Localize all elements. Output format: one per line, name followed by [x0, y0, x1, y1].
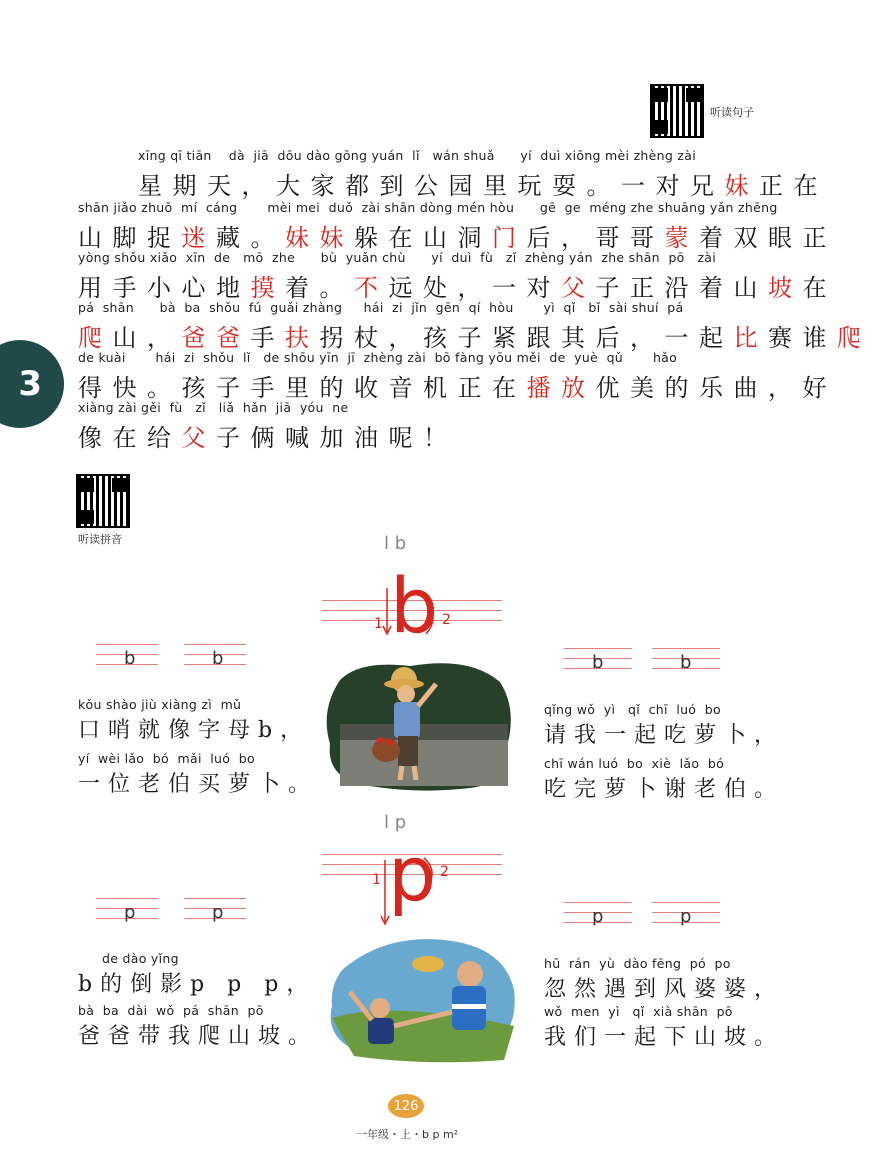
- story-hanzi: 用手小心地摸着。不远处，一对父子正沿着山坡在: [78, 274, 837, 302]
- stroke-number-2: 2: [440, 864, 449, 880]
- stroke-number-1: 1: [374, 616, 383, 632]
- rhyme-pinyin: hū rán yù dào fēng pó po: [544, 956, 731, 971]
- rhyme-hanzi: 一位老伯买萝卜。: [78, 772, 319, 797]
- rhyme-hanzi: 我们一起下山坡。: [544, 1025, 785, 1050]
- story-hanzi: 爬山，爸爸手扶拐杖，孩子紧跟其后，一起比赛谁爬: [78, 324, 872, 352]
- letter-b-large: b: [390, 561, 439, 650]
- story-pinyin: xīng qī tiān dà jiā dōu dào gōng yuán lǐ wán shuǎ yí duì xiōng mèi zhèng zài: [138, 148, 696, 163]
- chapter-badge: 3: [0, 340, 64, 428]
- illustration-old-man-with-basket: [320, 660, 516, 792]
- practice-letter: b: [124, 648, 136, 669]
- rhyme-hanzi: 忽然遇到风婆婆，: [544, 977, 785, 1002]
- rhyme-pinyin: bà ba dài wǒ pá shān pō: [78, 1003, 264, 1018]
- rhyme-hanzi: 吃完萝卜谢老伯。: [544, 777, 785, 802]
- qr-code-listen-sentences[interactable]: [652, 86, 702, 136]
- rhyme-hanzi: 请我一起吃萝卜，: [544, 723, 785, 748]
- stroke-order-arrows-b: [380, 580, 450, 640]
- qr-caption-top: 听读句子: [710, 106, 754, 119]
- practice-letter: b: [212, 648, 224, 669]
- story-hanzi: 像在给父子俩喊加油呢！: [78, 424, 458, 452]
- rhyme-pinyin: qǐng wǒ yì qǐ chī luó bo: [544, 702, 721, 717]
- page-number: 126: [388, 1094, 424, 1118]
- letter-p-large: p: [388, 829, 437, 918]
- story-hanzi: 得快。孩子手里的收音机正在播放优美的乐曲，好: [78, 374, 837, 402]
- illustration-father-and-child-hill: [324, 930, 520, 1064]
- rhyme-pinyin: chī wán luó bo xiè lǎo bó: [544, 756, 725, 771]
- practice-letter: p: [212, 902, 224, 923]
- letter-p-heading: l p: [384, 812, 407, 833]
- rhyme-hanzi: b的倒影p p p，: [78, 972, 317, 997]
- stroke-number-2: 2: [442, 612, 451, 628]
- practice-letter: b: [592, 652, 604, 673]
- stroke-order-arrows-p: [378, 852, 448, 928]
- practice-letter: p: [592, 906, 604, 927]
- rhyme-pinyin: wǒ men yì qǐ xià shān pō: [544, 1004, 733, 1019]
- story-pinyin: xiàng zài gěi fù zǐ liǎ hǎn jiā yóu ne: [78, 400, 349, 415]
- rhyme-pinyin: de dào yǐng: [102, 951, 179, 966]
- story-pinyin: de kuài hái zi shǒu lǐ de shōu yīn jī zhèng zài bō fàng yōu měi de yuè qǔ hǎo: [78, 350, 678, 365]
- rhyme-hanzi: 爸爸带我爬山坡。: [78, 1024, 319, 1049]
- qr-code-listen-pinyin[interactable]: [78, 476, 128, 526]
- practice-letter: p: [680, 906, 692, 927]
- rhyme-hanzi: 口哨就像字母b，: [78, 718, 311, 743]
- footer-text: 一年级・上・b p m²: [356, 1128, 459, 1141]
- qr-caption-bottom: 听读拼音: [78, 533, 122, 546]
- story-pinyin: yòng shǒu xiǎo xīn de mō zhe bù yuǎn chù yí duì fù zǐ zhèng yán zhe shān pō zài: [78, 250, 717, 265]
- practice-letter: p: [124, 902, 136, 923]
- letter-b-heading: l b: [384, 533, 407, 554]
- story-hanzi: 山脚捉迷藏。妹妹躲在山洞门后，哥哥蒙着双眼正: [78, 224, 837, 252]
- story-hanzi: 星期天，大家都到公园里玩耍。一对兄妹正在: [138, 172, 828, 200]
- rhyme-pinyin: kǒu shào jiù xiàng zì mǔ: [78, 697, 242, 712]
- story-pinyin: pá shān bà ba shǒu fú guǎi zhàng hái zi jǐn gēn qí hòu yì qǐ bǐ sài shuí pá: [78, 300, 684, 315]
- story-pinyin: shān jiǎo zhuō mí cáng mèi mei duǒ zài shān dòng mén hòu gē ge méng zhe shuāng yǎn zhēng: [78, 200, 778, 215]
- stroke-number-1: 1: [372, 872, 381, 888]
- practice-letter: b: [680, 652, 692, 673]
- rhyme-pinyin: yí wèi lǎo bó mǎi luó bo: [78, 751, 255, 766]
